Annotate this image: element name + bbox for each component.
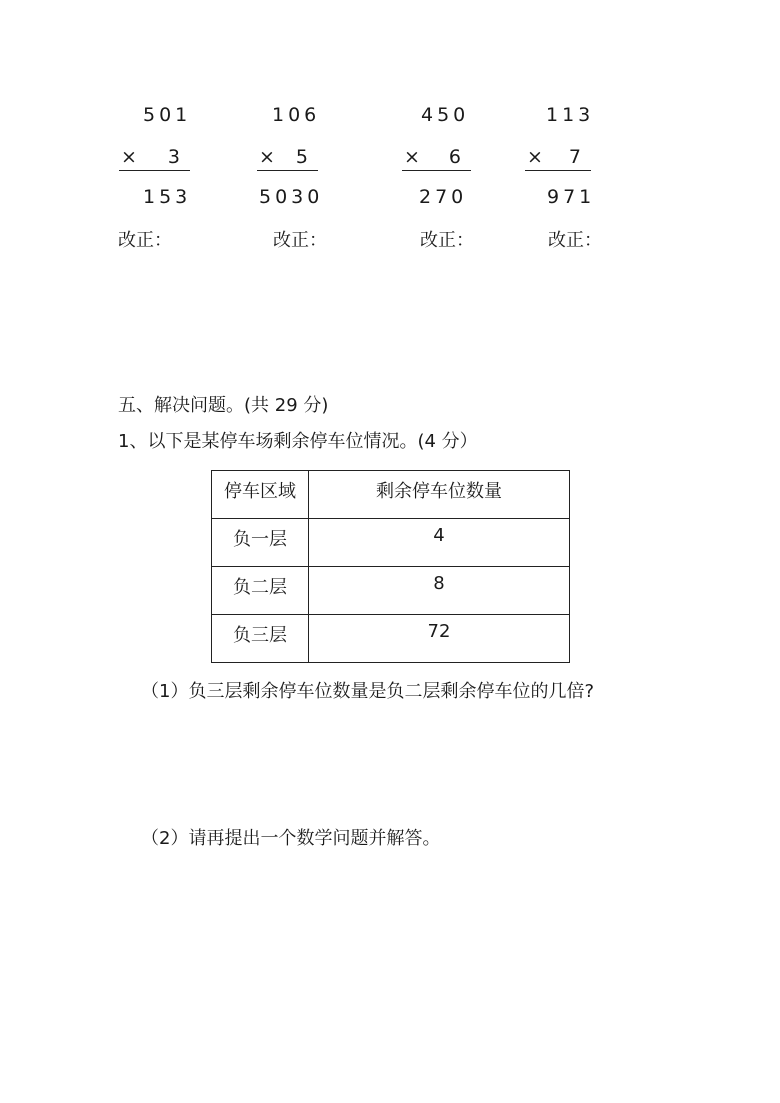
problem-4-multiplier: 7 [568, 146, 581, 168]
table-cell: 负二层 [212, 567, 309, 615]
problem-1-multiply-row [119, 144, 190, 171]
table-cell: 4 [309, 519, 570, 567]
problem-2-top-number: 106 [272, 104, 321, 126]
problem-4-top-number: 113 [546, 104, 595, 126]
problem-2-multiply-row [257, 144, 318, 171]
problem-3-top-number: 450 [421, 104, 470, 126]
problem-3-multiplier: 6 [448, 146, 461, 168]
problem-3-multiply-row [402, 144, 471, 171]
problem-3-result: 270 [419, 186, 468, 208]
problem-2-multiplier: 5 [295, 146, 308, 168]
sub-question-2: （2）请再提出一个数学问题并解答。 [141, 828, 441, 849]
table-header-cell: 剩余停车位数量 [309, 471, 570, 519]
table-cell: 负三层 [212, 615, 309, 663]
times-symbol: × [259, 146, 275, 168]
table-cell: 负一层 [212, 519, 309, 567]
table-row [212, 615, 570, 663]
times-symbol: × [404, 146, 420, 168]
table-cell: 8 [309, 567, 570, 615]
problem-1-fix-label: 改正： [118, 230, 172, 251]
sub-question-1: （1）负三层剩余停车位数量是负二层剩余停车位的几倍? [141, 681, 595, 702]
problem-2-fix-label: 改正： [273, 230, 327, 251]
table-row [212, 567, 570, 615]
question-title: 1、以下是某停车场剩余停车位情况。(4 分） [118, 431, 478, 452]
problem-1-top-number: 501 [143, 104, 192, 126]
problem-4-fix-label: 改正： [548, 230, 602, 251]
problem-3-fix-label: 改正： [420, 230, 474, 251]
table-cell: 72 [309, 615, 570, 663]
table-header-cell: 停车区域 [212, 471, 309, 519]
table-header-row [212, 471, 570, 519]
times-symbol: × [121, 146, 137, 168]
table-row [212, 519, 570, 567]
parking-table [211, 470, 570, 663]
problem-1-result: 153 [143, 186, 192, 208]
problem-4-multiply-row [525, 144, 591, 171]
times-symbol: × [527, 146, 543, 168]
problem-2-result: 5030 [259, 186, 324, 208]
section-heading: 五、解决问题。(共 29 分) [118, 395, 329, 416]
problem-1-multiplier: 3 [167, 146, 180, 168]
problem-4-result: 971 [547, 186, 596, 208]
